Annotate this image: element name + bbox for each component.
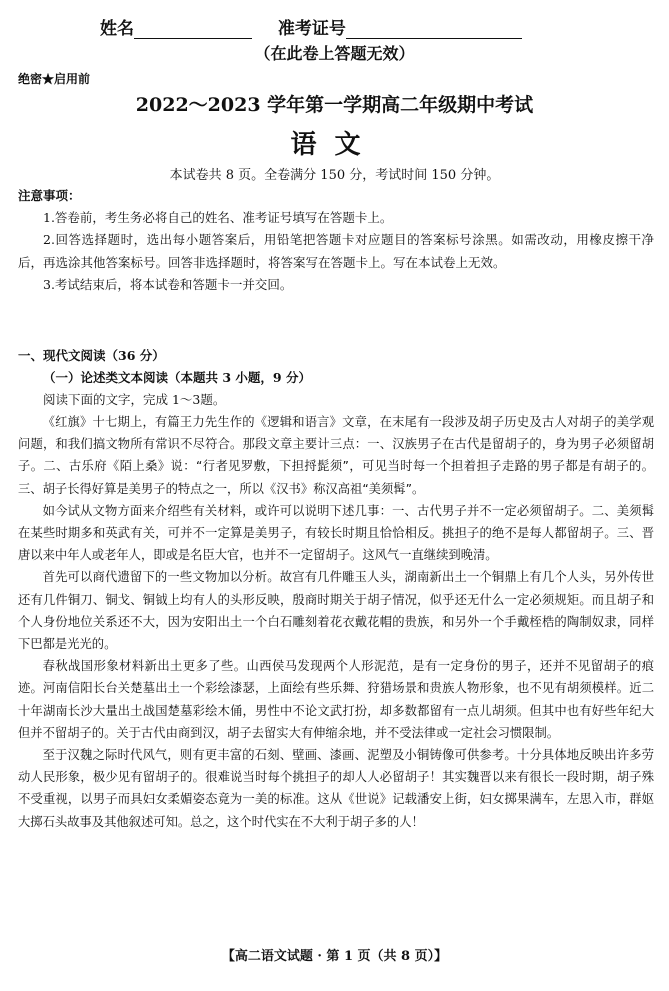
note-item: 2.回答选择题时，选出每小题答案后，用铅笔把答题卡对应题目的答案标号涂黑。如需改动，用橡皮擦干净后，再选涂其他答案标号。回答非选择题时，将答案写在答题卡上。写在本试卷上无效。: [18, 232, 654, 270]
section-heading: 一、现代文阅读（36 分）: [18, 348, 165, 363]
passage-paragraph: 《红旗》十七期上，有篇王力先生作的《逻辑和语言》文章，在末尾有一段涉及胡子历史及古人对胡子的美学观问题，和我们搞文物所有常识不尽符合。那段文章主要计三点：一、汉族男子在古代是留胡子的，身为男子必须留胡子。二、古乐府《陌上桑》说：“行者见罗敷，下担捋髭须”，可见当时每一个担着担子走路的男子都是有胡子的。三、胡子长得好算是美男子的特点之一，所以《汉书》称汉高祖“美须髯”。: [18, 415, 654, 496]
passage-paragraph: 至于汉魏之际时代风气，则有更丰富的石刻、壁画、漆画、泥塑及小铜铸像可供参考。十分具体地反映出许多劳动人民形象，极少见有留胡子的。很难说当时每个挑担子的却人人必留胡子！其实魏晋以来有很长一段时期，胡子殊不受重视，以男子而具妇女柔媚姿态竟为一美的标准。这从《世说》记载潘安上街，妇女掷果满车，左思入市，群妪大掷石头故事及其他叙述可知。总之，这个时代实在不大利于胡子多的人！: [18, 748, 654, 829]
section-subheading: （一）论述类文本阅读（本题共 3 小题，9 分）: [43, 370, 311, 386]
exam-number-blank: [346, 22, 522, 39]
page-footer: 【高二语文试题 · 第 1 页（共 8 页）】: [221, 949, 448, 964]
subject-title: 语文: [290, 130, 379, 160]
name-label: 姓名: [100, 19, 134, 39]
section-instruction: 阅读下面的文字，完成 1～3题。: [43, 392, 226, 408]
exam-title: 2022～2023 学年第一学期高二年级期中考试: [135, 94, 534, 116]
exam-info: 本试卷共 8 页。全卷满分 150 分，考试时间 150 分钟。: [169, 168, 500, 183]
exam-number-label: 准考证号: [277, 19, 346, 39]
name-blank: [134, 22, 252, 39]
secret-mark: 绝密★启用前: [18, 72, 91, 86]
candidate-info-row: [100, 14, 522, 39]
note-item: 1.答卷前，考生务必将自己的姓名、准考证号填写在答题卡上。: [43, 210, 393, 226]
invalid-answer-note: （在此卷上答题无效）: [254, 44, 415, 63]
reading-section: [18, 345, 654, 412]
notes-heading: 注意事项：: [18, 188, 81, 203]
passage: [18, 411, 654, 833]
passage-paragraph: 春秋战国形象材料新出土更多了些。山西侯马发现两个人形泥范，是有一定身份的男子，还并不见留胡子的痕迹。河南信阳长台关楚墓出土一个彩绘漆瑟，上面绘有些乐舞、狩猎场景和贵族人物形象，也不见有胡须模样。近二十年湖南长沙大量出土战国楚墓彩绘木俑，男性中不论文武打扮，却多数都留有一点儿胡须。但其中也有好些年纪大但并不留胡子的。关于古代由商到汉，胡子去留实大有伸缩余地，并不受法律或一定社会习惯限制。: [18, 659, 654, 740]
note-item: 3.考试结束后，将本试卷和答题卡一并交回。: [43, 276, 293, 292]
passage-paragraph: 如今试从文物方面来介绍些有关材料，或许可以说明下述几事：一、古代男子并不一定必须留胡子。二、美须髯在某些时期多和英武有关，可并不一定算是美男子，有较长时期且恰恰相反。挑担子的绝不是每人都留胡子。三、晋唐以来中年人或老年人，即或是名臣大官，也并不一定留胡子。这风气一直继续到晚清。: [18, 503, 654, 563]
notes-section: [18, 185, 654, 296]
passage-paragraph: 首先可以商代遗留下的一些文物加以分析。故宫有几件雕玉人头，湖南新出土一个铜鼎上有几个人头，另外传世还有几件铜刀、铜戈、铜钺上均有人的头形反映，殷商时期关于胡子情况，似乎还无什么一定必须规矩。而且胡子和个人身份地位关系还不大，因为安阳出土一个白石雕刻着花衣戴花帽的贵族，和另外一个手戴桎梏的陶制奴隶，同样下巴都是光光的。: [18, 570, 654, 652]
